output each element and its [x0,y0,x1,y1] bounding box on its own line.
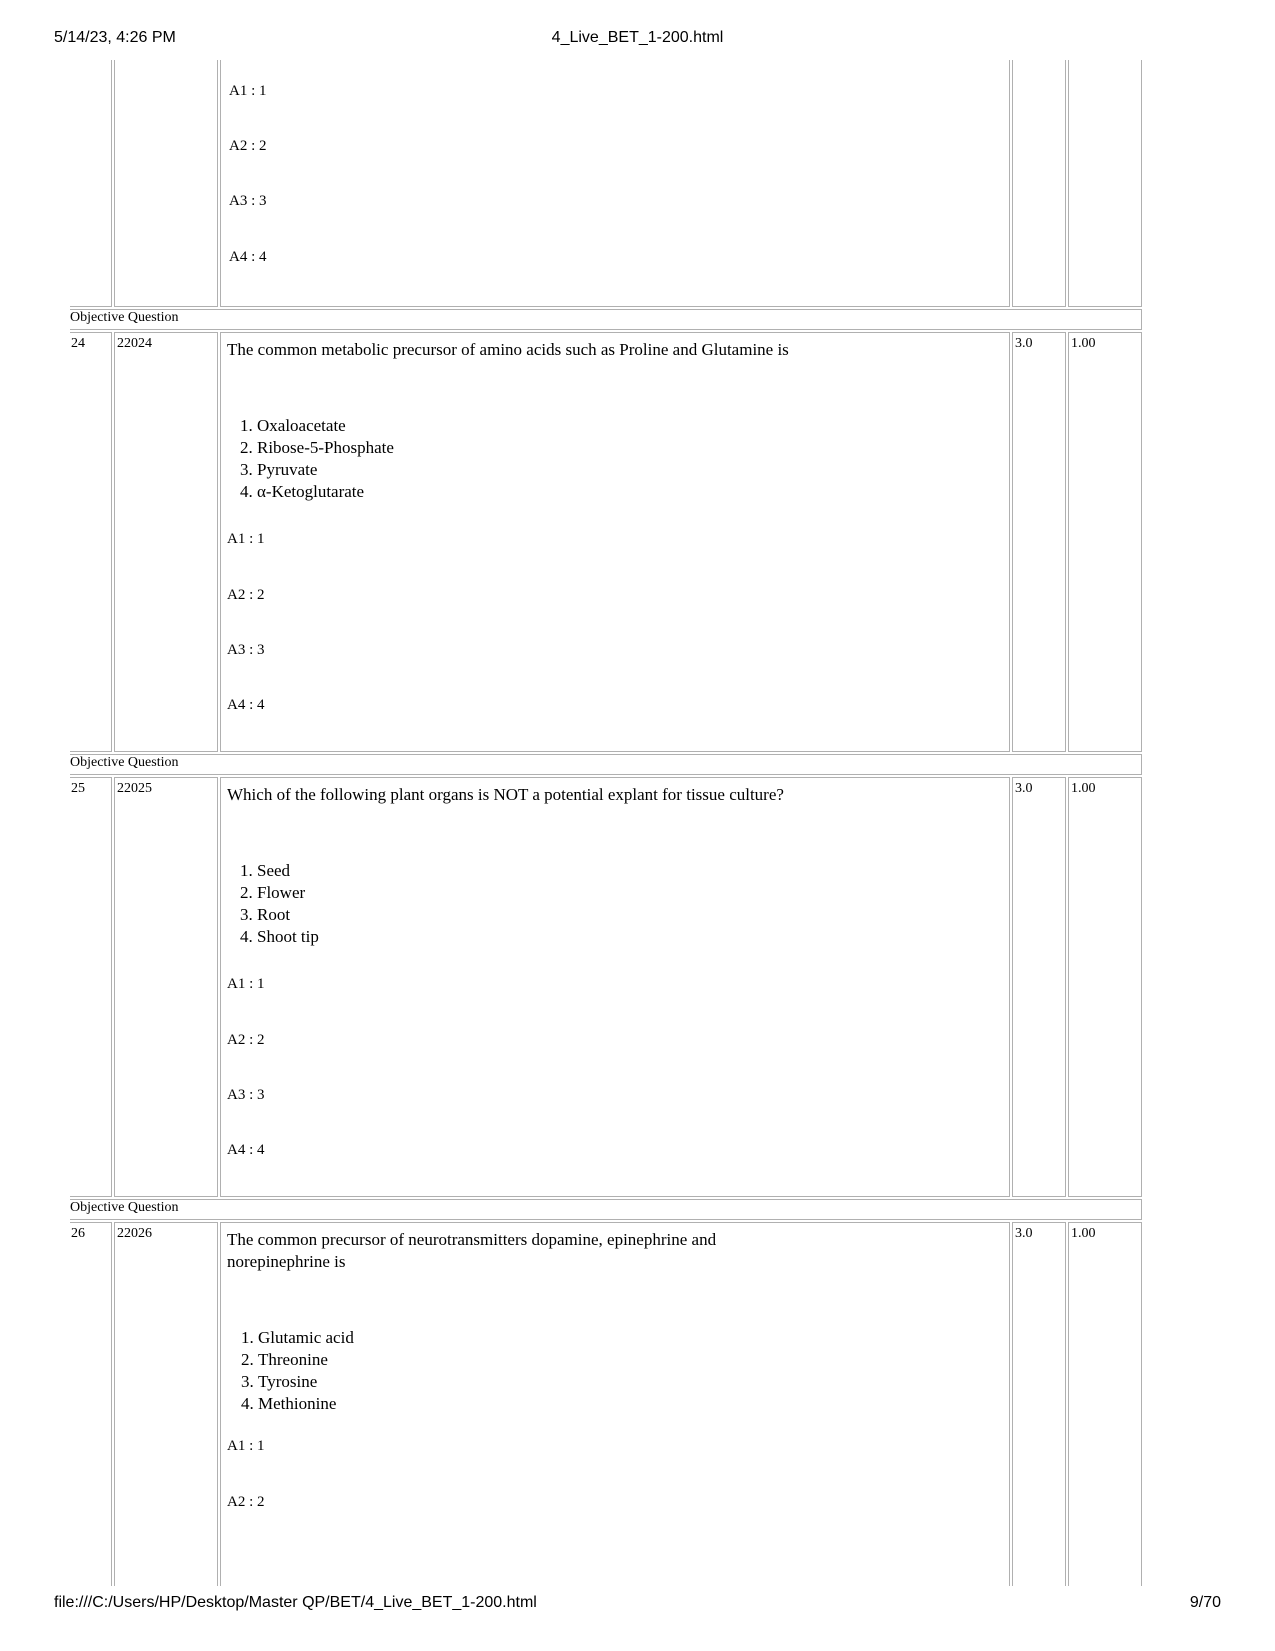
option-item: 2. Flower [257,882,319,904]
question-sno-cell [70,1222,112,1586]
question-text-line: norepinephrine is [227,1252,346,1271]
answer-line: A4 : 4 [227,697,265,713]
question-negative-cell [1068,1222,1142,1586]
option-item: 4. Shoot tip [257,926,319,948]
option-item: 4. Methionine [258,1393,354,1415]
option-item: 3. Root [257,904,319,926]
option-item: 1. Glutamic acid [258,1327,354,1349]
question-sno: 26 [71,1226,85,1241]
question-body-cell [220,777,1010,1197]
question-marks: 3.0 [1015,336,1033,351]
answer-line: A3 : 3 [227,1087,265,1103]
question-text-line: The common precursor of neurotransmitters dopamine, epinephrine and [227,1230,717,1249]
answer-line: A2 : 2 [227,1032,265,1048]
answer-line: A1 : 1 [227,531,265,547]
question-marks-cell [1012,332,1066,752]
answer-line: A3 : 3 [229,193,267,209]
question-negative-cell [1068,332,1142,752]
print-file-path: file:///C:/Users/HP/Desktop/Master QP/BET/4_Live_BET_1-200.html [54,1594,537,1611]
option-item: 2. Ribose-5-Phosphate [257,437,394,459]
question-id: 22024 [117,336,152,351]
question-marks: 3.0 [1015,1226,1033,1241]
question-id-cell [114,1222,218,1586]
question-id: 22025 [117,781,152,796]
question-sno-cell [70,332,112,752]
option-item: 4. α-Ketoglutarate [257,481,394,503]
question-sno: 24 [71,336,85,351]
question-negative-marks: 1.00 [1071,336,1096,351]
question-negative-cell [1068,777,1142,1197]
carryover-question-cell [220,60,1010,307]
carryover-marks-cell [1012,60,1066,307]
section-label: Objective Question [70,755,179,770]
options-list [218,1327,354,1415]
section-label: Objective Question [70,1200,179,1215]
option-item: 1. Seed [257,860,319,882]
question-table [70,60,1203,1586]
question-id-cell [114,332,218,752]
question-text: The common metabolic precursor of amino acids such as Proline and Glutamine is [227,340,789,359]
section-label: Objective Question [70,310,179,325]
answer-line: A4 : 4 [227,1142,265,1158]
question-text: Which of the following plant organs is NOT a potential explant for tissue culture? [227,785,784,804]
section-label-row [70,309,1142,330]
section-label-row [70,1199,1142,1220]
print-footer [0,1594,1275,1616]
answer-line: A2 : 2 [227,1494,265,1510]
answer-line: A1 : 1 [227,1438,265,1454]
question-body-cell [220,1222,1010,1586]
answer-line: A1 : 1 [227,976,265,992]
option-item: 3. Tyrosine [258,1371,354,1393]
carryover-negative-cell [1068,60,1142,307]
question-text [227,1229,997,1273]
answer-line: A2 : 2 [227,587,265,603]
question-sno: 25 [71,781,85,796]
answer-line: A2 : 2 [229,138,267,154]
question-id: 22026 [117,1226,152,1241]
question-marks-cell [1012,1222,1066,1586]
question-negative-marks: 1.00 [1071,781,1096,796]
question-negative-marks: 1.00 [1071,1226,1096,1241]
answer-line: A3 : 3 [227,642,265,658]
question-marks: 3.0 [1015,781,1033,796]
option-item: 3. Pyruvate [257,459,394,481]
carryover-qid-cell [114,60,218,307]
question-id-cell [114,777,218,1197]
carryover-sno-cell [70,60,112,307]
options-list [217,860,319,948]
question-marks-cell [1012,777,1066,1197]
answer-line: A1 : 1 [229,83,267,99]
question-body-cell [220,332,1010,752]
option-item: 1. Oxaloacetate [257,415,394,437]
options-list [217,415,394,503]
option-item: 2. Threonine [258,1349,354,1371]
print-header [0,29,1275,51]
print-page-number: 9/70 [1189,1594,1221,1611]
question-sno-cell [70,777,112,1197]
print-title: 4_Live_BET_1-200.html [551,29,724,46]
answer-line: A4 : 4 [229,249,267,265]
section-label-row [70,754,1142,775]
print-datetime: 5/14/23, 4:26 PM [54,29,176,46]
